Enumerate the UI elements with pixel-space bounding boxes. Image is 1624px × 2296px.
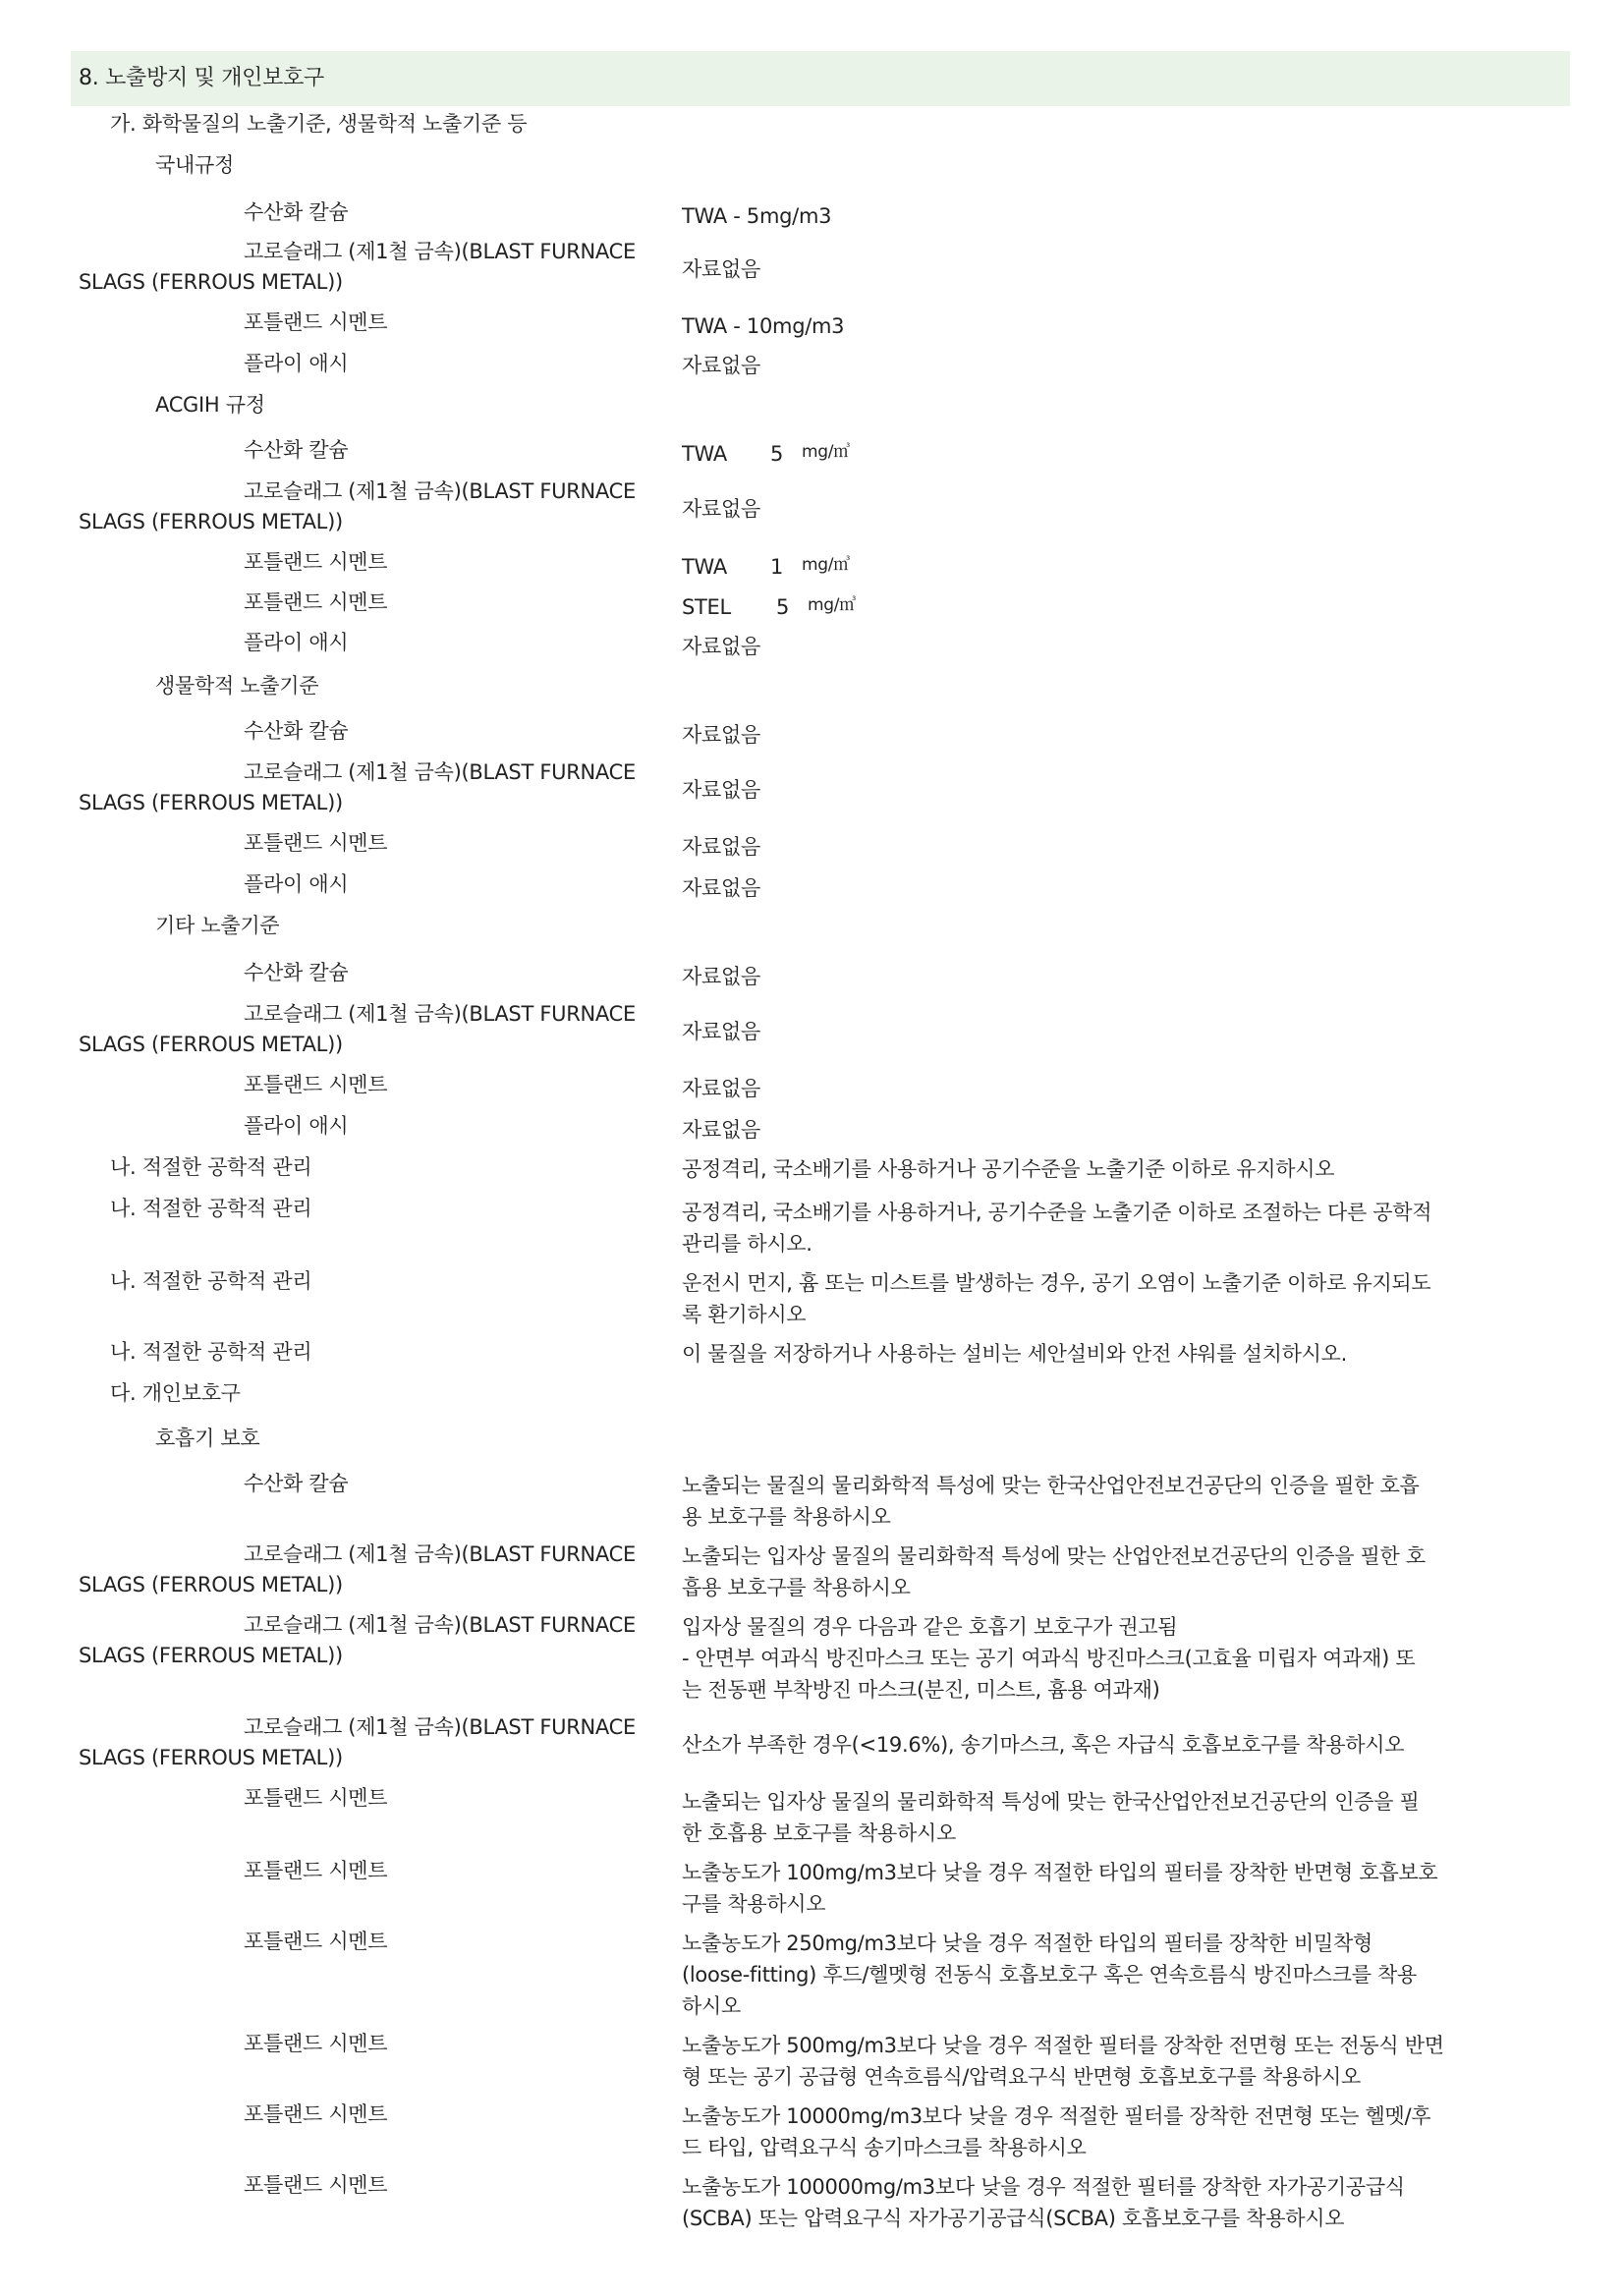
substance-name: 고로슬래그 (제1철 금속)(BLAST FURNACE <box>244 1613 636 1637</box>
protection-text: 노출농도가 100000mg/m3보다 낮을 경우 적절한 필터를 장착한 자가공기공급식 <box>682 2175 1405 2199</box>
exposure-number: 5 <box>776 595 790 619</box>
exposure-value: 자료없음 <box>682 723 760 747</box>
exposure-value: 자료없음 <box>682 354 760 377</box>
protection-text: (loose-fitting) 후드/헬멧형 전동식 호흡보호구 혹은 연속흐름식 방진마스크를 착용 <box>682 1963 1418 1987</box>
substance-name: 고로슬래그 (제1철 금속)(BLAST FURNACE <box>244 1002 636 1026</box>
exposure-unit: mg/㎥ <box>802 442 850 462</box>
engineering-text: 운전시 먼지, 흄 또는 미스트를 발생하는 경우, 공기 오염이 노출기준 이하로 유지되도 <box>682 1271 1431 1295</box>
substance-name: 포틀랜드 시멘트 <box>244 310 388 334</box>
protection-text: 노출농도가 100mg/m3보다 낮을 경우 적절한 타입의 필터를 장착한 반면형 호흡보호 <box>682 1861 1438 1884</box>
substance-name: 포틀랜드 시멘트 <box>244 1859 388 1882</box>
substance-name-cont: SLAGS (FERROUS METAL)) <box>79 1573 343 1596</box>
substance-name: 포틀랜드 시멘트 <box>244 590 388 614</box>
engineering-text: 록 환기하시오 <box>682 1303 807 1326</box>
other-heading: 기타 노출기준 <box>155 914 280 937</box>
substance-name: 수산화 칼슘 <box>244 1472 349 1495</box>
substance-name: 고로슬래그 (제1철 금속)(BLAST FURNACE <box>244 1715 636 1739</box>
substance-name: 수산화 칼슘 <box>244 200 349 224</box>
exposure-number: 5 <box>770 442 784 466</box>
exposure-value: 자료없음 <box>682 1118 760 1142</box>
protection-text: 산소가 부족한 경우(<19.6%), 송기마스크, 혹은 자급식 호흡보호구를 착용하시오 <box>682 1733 1405 1757</box>
substance-name: 포틀랜드 시멘트 <box>244 550 388 574</box>
protection-text: (SCBA) 또는 압력요구식 자가공기공급식(SCBA) 호흡보호구를 착용하시오 <box>682 2207 1345 2230</box>
substance-name-cont: SLAGS (FERROUS METAL)) <box>79 1644 343 1667</box>
substance-name: 포틀랜드 시멘트 <box>244 2173 388 2197</box>
substance-name: 플라이 애시 <box>244 1114 349 1138</box>
exposure-kind: TWA <box>682 555 727 579</box>
protection-text: 노출농도가 10000mg/m3보다 낮을 경우 적절한 필터를 장착한 전면형 또는 헬멧/후 <box>682 2104 1431 2128</box>
substance-name: 고로슬래그 (제1철 금속)(BLAST FURNACE <box>244 1542 636 1566</box>
substance-name: 포틀랜드 시멘트 <box>244 831 388 855</box>
engineering-label: 나. 적절한 공학적 관리 <box>110 1197 312 1220</box>
protection-text: 노출되는 입자상 물질의 물리화학적 특성에 맞는 한국산업안전보건공단의 인증을 필 <box>682 1790 1420 1814</box>
exposure-value: 자료없음 <box>682 835 760 859</box>
protection-text: 용 보호구를 착용하시오 <box>682 1505 891 1529</box>
subsection-c-heading: 다. 개인보호구 <box>110 1381 241 1405</box>
protection-text: - 안면부 여과식 방진마스크 또는 공기 여과식 방진마스크(고효율 미립자 여과재) 또 <box>682 1647 1416 1670</box>
substance-name: 고로슬래그 (제1철 금속)(BLAST FURNACE <box>244 479 636 503</box>
exposure-value: 자료없음 <box>682 965 760 988</box>
engineering-text: 공정격리, 국소배기를 사용하거나, 공기수준을 노출기준 이하로 조절하는 다른 공학적 <box>682 1201 1432 1224</box>
protection-text: 흡용 보호구를 착용하시오 <box>682 1576 911 1599</box>
engineering-label: 나. 적절한 공학적 관리 <box>110 1269 312 1293</box>
exposure-value: 자료없음 <box>682 635 760 658</box>
exposure-value: 자료없음 <box>682 497 760 521</box>
engineering-text: 공정격리, 국소배기를 사용하거나 공기수준을 노출기준 이하로 유지하시오 <box>682 1157 1335 1181</box>
exposure-unit: mg/㎥ <box>802 555 850 575</box>
exposure-unit: mg/㎥ <box>808 595 856 615</box>
substance-name: 포틀랜드 시멘트 <box>244 1786 388 1810</box>
protection-text: 드 타입, 압력요구식 송기마스크를 착용하시오 <box>682 2136 1087 2159</box>
protection-text: 는 전동팬 부착방진 마스크(분진, 미스트, 흄용 여과재) <box>682 1678 1160 1702</box>
substance-name: 플라이 애시 <box>244 872 349 896</box>
engineering-label: 나. 적절한 공학적 관리 <box>110 1155 312 1179</box>
substance-name: 고로슬래그 (제1철 금속)(BLAST FURNACE <box>244 240 636 263</box>
protection-text: 노출농도가 500mg/m3보다 낮을 경우 적절한 필터를 장착한 전면형 또는 전동식 반면 <box>682 2034 1444 2057</box>
protection-text: 구를 착용하시오 <box>682 1892 826 1916</box>
substance-name-cont: SLAGS (FERROUS METAL)) <box>79 791 343 814</box>
engineering-text: 관리를 하시오. <box>682 1232 812 1256</box>
substance-name: 플라이 애시 <box>244 352 349 375</box>
bio-heading: 생물학적 노출기준 <box>155 674 319 698</box>
engineering-text: 이 물질을 저장하거나 사용하는 설비는 세안설비와 안전 샤워를 설치하시오. <box>682 1342 1347 1366</box>
protection-text: 노출되는 입자상 물질의 물리화학적 특성에 맞는 산업안전보건공단의 인증을 필한 호 <box>682 1544 1426 1568</box>
engineering-label: 나. 적절한 공학적 관리 <box>110 1340 312 1364</box>
exposure-number: 1 <box>770 555 784 579</box>
exposure-kind: TWA <box>682 442 727 466</box>
substance-name: 플라이 애시 <box>244 631 349 654</box>
substance-name: 포틀랜드 시멘트 <box>244 1930 388 1953</box>
exposure-kind: STEL <box>682 595 731 619</box>
exposure-value: TWA - 10mg/m3 <box>682 314 845 338</box>
substance-name: 고로슬래그 (제1철 금속)(BLAST FURNACE <box>244 760 636 784</box>
substance-name: 수산화 칼슘 <box>244 961 349 984</box>
substance-name-cont: SLAGS (FERROUS METAL)) <box>79 510 343 533</box>
exposure-value: 자료없음 <box>682 1077 760 1100</box>
subsection-a-heading: 가. 화학물질의 노출기준, 생물학적 노출기준 등 <box>110 112 528 136</box>
substance-name-cont: SLAGS (FERROUS METAL)) <box>79 270 343 294</box>
protection-text: 형 또는 공기 공급형 연속흐름식/압력요구식 반면형 호흡보호구를 착용하시오 <box>682 2065 1361 2089</box>
exposure-value: 자료없음 <box>682 778 760 802</box>
protection-text: 한 호흡용 보호구를 착용하시오 <box>682 1821 956 1845</box>
acgih-heading: ACGIH 규정 <box>155 393 265 417</box>
section-title: 8. 노출방지 및 개인보호구 <box>79 66 324 90</box>
respiratory-heading: 호흡기 보호 <box>155 1427 260 1450</box>
exposure-value: 자료없음 <box>682 876 760 900</box>
domestic-heading: 국내규정 <box>155 153 234 177</box>
substance-name: 포틀랜드 시멘트 <box>244 1073 388 1096</box>
substance-name: 수산화 칼슘 <box>244 438 349 462</box>
protection-text: 노출농도가 250mg/m3보다 낮을 경우 적절한 타입의 필터를 장착한 비밀착형 <box>682 1932 1372 1955</box>
protection-text: 노출되는 물질의 물리화학적 특성에 맞는 한국산업안전보건공단의 인증을 필한 호흡 <box>682 1474 1420 1497</box>
exposure-value: TWA - 5mg/m3 <box>682 204 832 228</box>
substance-name: 포틀랜드 시멘트 <box>244 2102 388 2126</box>
substance-name-cont: SLAGS (FERROUS METAL)) <box>79 1746 343 1769</box>
substance-name-cont: SLAGS (FERROUS METAL)) <box>79 1033 343 1056</box>
exposure-value: 자료없음 <box>682 1020 760 1043</box>
substance-name: 수산화 칼슘 <box>244 719 349 743</box>
exposure-value: 자료없음 <box>682 257 760 281</box>
protection-text: 하시오 <box>682 1994 741 2018</box>
substance-name: 포틀랜드 시멘트 <box>244 2032 388 2055</box>
protection-text: 입자상 물질의 경우 다음과 같은 호흡기 보호구가 권고됨 <box>682 1615 1178 1639</box>
